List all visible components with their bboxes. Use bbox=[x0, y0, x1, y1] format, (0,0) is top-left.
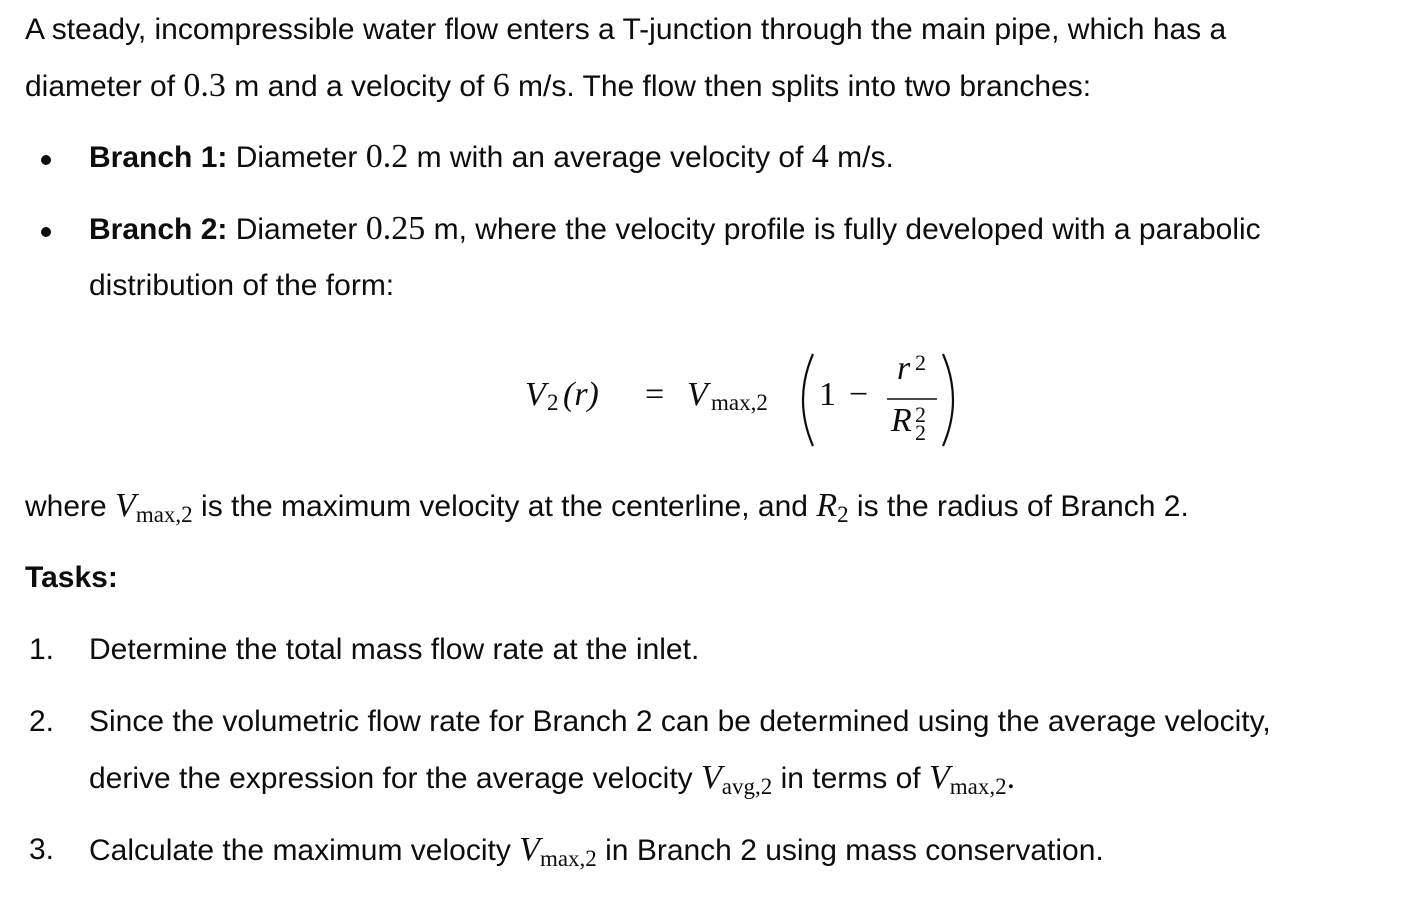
eq-den-sub: 2 bbox=[915, 420, 926, 445]
vmax-symbol: V bbox=[519, 831, 540, 868]
eq-rhs-v: V bbox=[687, 376, 708, 413]
vmax-symbol: V bbox=[115, 487, 136, 524]
intro-line-1: A steady, incompressible water flow enters a T-junction through the main pipe, which has a bbox=[25, 13, 1227, 46]
bullet-icon bbox=[41, 155, 51, 165]
where-line: where $V_{max,2}$ is the maximum velocity at the centerline, and $R_2$ is the radius of Branch 2. bbox=[25, 487, 1189, 527]
eq-lhs-v: V bbox=[525, 376, 546, 413]
main-diameter-value: 0.3 bbox=[183, 67, 226, 104]
eq-num-r: r bbox=[897, 350, 911, 387]
right-paren bbox=[937, 350, 967, 450]
left-paren bbox=[789, 350, 819, 450]
eq-num-sup: 2 bbox=[915, 350, 926, 375]
branch-1-diameter: 0.2 bbox=[365, 138, 409, 175]
branch-2-text: Branch 2: Diameter 0.25 m, where the velocity profile is fully developed with a parabolic distribution of the form: bbox=[89, 210, 1261, 302]
velocity-profile-equation bbox=[525, 340, 985, 460]
task-number: 1. bbox=[29, 633, 55, 666]
bullet-icon bbox=[41, 227, 51, 237]
branch-1-velocity: 4 bbox=[811, 138, 829, 175]
intro-paragraph bbox=[25, 2, 1405, 115]
eq-minus: − bbox=[849, 376, 869, 413]
branch-2-diameter: 0.25 bbox=[365, 210, 426, 247]
eq-lhs-sub: 2 bbox=[547, 390, 559, 415]
branch-2-label: Branch 2: bbox=[89, 213, 228, 246]
eq-rhs-sub: max,2 bbox=[711, 390, 768, 415]
eq-equals: = bbox=[645, 376, 665, 413]
task-number: 2. bbox=[29, 705, 55, 738]
task-text: Since the volumetric flow rate for Branch 2 can be determined using the average velocity, derive the expression for the average velocity $V_{avg,2}$ in terms of $V_{max,2}$. bbox=[89, 705, 1271, 799]
tasks-heading: Tasks: bbox=[25, 561, 118, 594]
branch-1-label: Branch 1: bbox=[89, 141, 228, 174]
task-text: Determine the total mass flow rate at the inlet. bbox=[89, 633, 700, 666]
eq-den-sup: 2 bbox=[915, 402, 926, 427]
main-velocity-value: 6 bbox=[492, 67, 510, 104]
eq-lhs-arg: (r) bbox=[563, 376, 599, 413]
task-text: Calculate the maximum velocity $V_{max,2}$ in Branch 2 using mass conservation. bbox=[89, 831, 1104, 871]
intro-line-2: diameter of 0.3 m and a velocity of 6 m/s. The flow then splits into two branches: bbox=[25, 67, 1092, 104]
task-number: 3. bbox=[29, 833, 55, 866]
vavg-symbol: V bbox=[701, 759, 722, 796]
eq-den-r: R bbox=[891, 402, 912, 439]
eq-one: 1 bbox=[819, 376, 836, 413]
branch-1-text: Branch 1: Diameter 0.2 m with an average velocity of 4 m/s. bbox=[89, 138, 894, 175]
vmax-symbol: V bbox=[928, 759, 950, 796]
r2-symbol: R bbox=[816, 487, 838, 524]
